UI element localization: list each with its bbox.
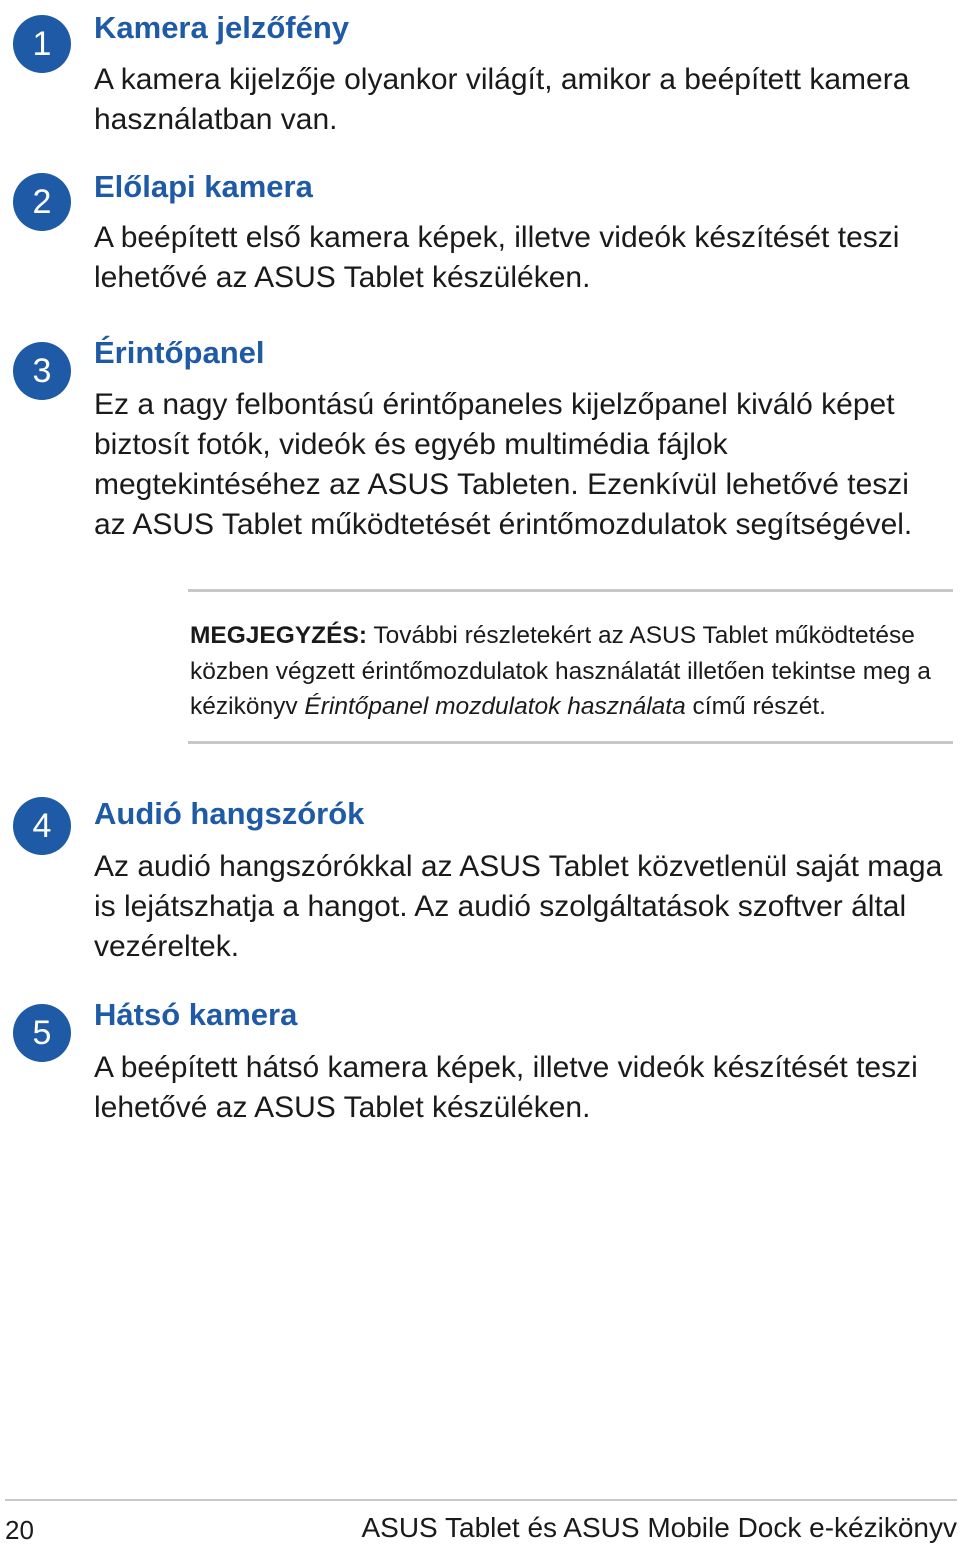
item-title: Érintőpanel — [94, 335, 265, 370]
item-title: Audió hangszórók — [94, 796, 365, 831]
item-description: A beépített első kamera képek, illetve videók készítését teszi lehetővé az ASUS Tablet készüléken. — [94, 221, 900, 294]
item-title: Előlapi kamera — [94, 169, 313, 204]
item-description: A beépített hátsó kamera képek, illetve videók készítését teszi lehetővé az ASUS Tablet készüléken. — [94, 1051, 918, 1124]
item-title: Kamera jelzőfény — [94, 10, 349, 45]
footer-divider — [5, 1499, 957, 1501]
item-description: Az audió hangszórókkal az ASUS Tablet közvetlenül saját maga is lejátszhatja a hangot. Az audió szolgáltatások szoftver által vezéreltek. — [94, 850, 943, 963]
page-number: 20 — [5, 1515, 34, 1545]
number-badge: 1 — [13, 15, 71, 73]
number-badge: 3 — [13, 342, 71, 400]
item-title: Hátsó kamera — [94, 997, 298, 1032]
note-text — [190, 618, 950, 725]
note-italic-reference: Érintőpanel mozdulatok használata — [304, 693, 686, 720]
number-badge: 4 — [13, 797, 71, 855]
number-badge: 5 — [13, 1004, 71, 1062]
note-text-after: című részét. — [685, 693, 826, 720]
note-label: MEGJEGYZÉS: — [190, 622, 367, 649]
item-description: A kamera kijelzője olyankor világít, amikor a beépített kamera használatban van. — [94, 63, 910, 136]
number-badge: 2 — [13, 173, 71, 231]
item-description: Ez a nagy felbontású érintőpaneles kijelzőpanel kiváló képet biztosít fotók, videók és egyéb multimédia fájlok megtekintéséhez az ASUS Tableten. Ezenkívül lehetővé teszi az ASUS Tablet működtetését érintőmozdulatok segítségével. — [94, 388, 913, 541]
note-text-before: További részletekért az ASUS Tablet működtetése közben végzett érintőmozdulatok használatát illetően tekintse meg a kézikönyv — [190, 622, 931, 720]
note-box — [188, 589, 953, 744]
footer-manual-title: ASUS Tablet és ASUS Mobile Dock e-kézikönyv — [361, 1512, 957, 1543]
